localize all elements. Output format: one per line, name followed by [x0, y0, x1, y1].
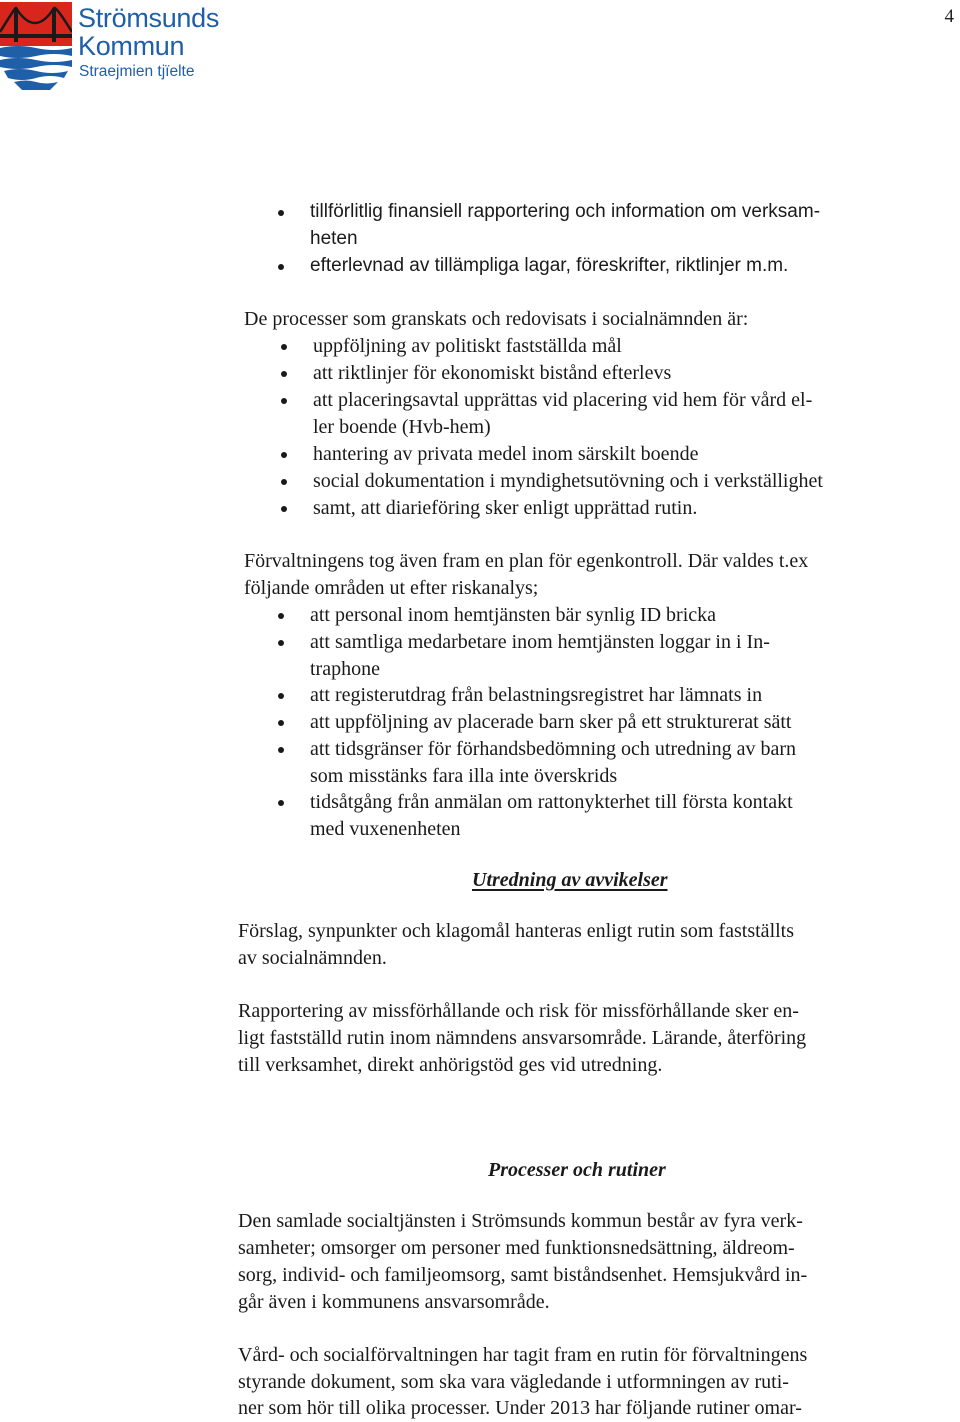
paragraph-line: Vård- och socialförvaltningen har tagit fram en rutin för förvaltningens [238, 1344, 808, 1366]
bullet-icon [278, 264, 284, 270]
list-item: social dokumentation i myndighetsutövning och i verkställighet [313, 470, 823, 492]
bridge-logo-icon [0, 2, 72, 92]
list-item: att placeringsavtal upprättas vid placering vid hem för vård el- [313, 389, 813, 411]
list-item: samt, att diarieföring sker enligt upprättad rutin. [313, 497, 698, 519]
list-item: att uppföljning av placerade barn sker på ett strukturerat sätt [310, 711, 792, 733]
bullet-icon [278, 720, 284, 726]
paragraph-line: sorg, individ- och familjeomsorg, samt biståndsenhet. Hemsjukvård in- [238, 1264, 808, 1286]
paragraph-line: Rapportering av missförhållande och risk för missförhållande sker en- [238, 1000, 799, 1022]
control-plan-intro-line: följande områden ut efter riskanalys; [244, 577, 539, 599]
paragraph-line: Den samlade socialtjänsten i Strömsunds kommun består av fyra verk- [238, 1210, 803, 1232]
list-item: tillförlitlig finansiell rapportering och information om verksam- [310, 201, 821, 222]
section-heading: Utredning av avvikelser [472, 869, 668, 891]
list-item-continuation: som misstänks fara illa inte överskrids [310, 765, 618, 787]
logo-subtitle: Straejmien tjïelte [79, 63, 195, 80]
bullet-icon [281, 506, 287, 512]
paragraph-line: ligt fastställd rutin inom nämndens ansvarsområde. Lärande, återföring [238, 1027, 807, 1049]
list-item: att riktlinjer för ekonomiskt bistånd efterlevs [313, 362, 672, 384]
paragraph-line: går även i kommunens ansvarsområde. [238, 1291, 550, 1313]
bullet-icon [281, 452, 287, 458]
control-plan-intro-line: Förvaltningens tog även fram en plan för egenkontroll. Där valdes t.ex [244, 550, 809, 572]
list-item: att samtliga medarbetare inom hemtjänsten loggar in i In- [310, 631, 770, 653]
bullet-icon [278, 693, 284, 699]
paragraph-line: samheter; omsorger om personer med funktionsnedsättning, äldreom- [238, 1237, 795, 1259]
bullet-icon [278, 613, 284, 619]
list-item: uppföljning av politiskt fastställda mål [313, 335, 622, 357]
bullet-icon [278, 747, 284, 753]
bullet-icon [278, 210, 284, 216]
paragraph-line: Förslag, synpunkter och klagomål hanteras enligt rutin som fastställts [238, 920, 795, 942]
bullet-icon [281, 398, 287, 404]
list-item: efterlevnad av tillämpliga lagar, föreskrifter, riktlinjer m.m. [310, 255, 789, 276]
processes-intro: De processer som granskats och redovisats i socialnämnden är: [244, 308, 749, 330]
page-number: 4 [944, 6, 954, 27]
logo-name-line2: Kommun [78, 31, 185, 61]
bullet-icon [278, 640, 284, 646]
paragraph-line: ner som hör till olika processer. Under 2013 har följande rutiner omar- [238, 1397, 802, 1419]
paragraph-line: till verksamhet, direkt anhörigstöd ges vid utredning. [238, 1054, 663, 1076]
list-item: tidsåtgång från anmälan om rattonykterhet till första kontakt [310, 791, 793, 813]
bullet-icon [281, 344, 287, 350]
section-heading: Processer och rutiner [488, 1159, 666, 1181]
municipality-logo [0, 0, 220, 96]
list-item: att personal inom hemtjänsten bär synlig ID bricka [310, 604, 717, 626]
list-item-continuation: heten [310, 228, 358, 249]
list-item: att tidsgränser för förhandsbedömning och utredning av barn [310, 738, 796, 760]
list-item-continuation: traphone [310, 658, 380, 680]
list-item: hantering av privata medel inom särskilt boende [313, 443, 699, 465]
bullet-icon [278, 800, 284, 806]
logo-name-line1: Strömsunds [78, 3, 220, 33]
list-item: att registerutdrag från belastningsregistret har lämnats in [310, 684, 763, 706]
bullet-icon [281, 479, 287, 485]
list-item-continuation: ler boende (Hvb-hem) [313, 416, 491, 438]
paragraph-line: styrande dokument, som ska vara vägledande i utformningen av ruti- [238, 1371, 789, 1393]
paragraph-line: av socialnämnden. [238, 947, 387, 969]
bullet-icon [281, 371, 287, 377]
list-item-continuation: med vuxenenheten [310, 818, 461, 840]
